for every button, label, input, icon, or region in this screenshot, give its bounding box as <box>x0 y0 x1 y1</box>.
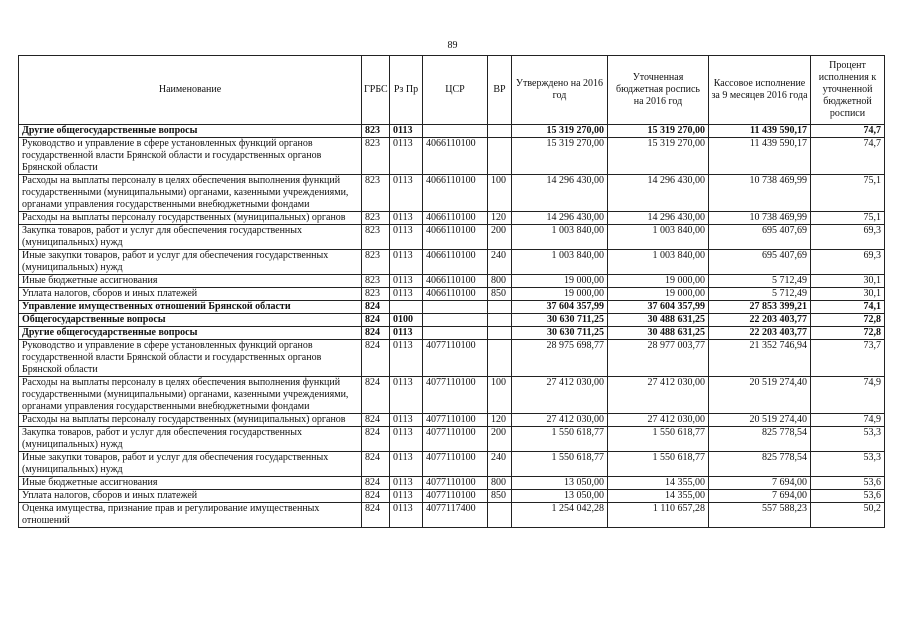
cell-executed: 695 407,69 <box>709 250 811 275</box>
cell-executed: 11 439 590,17 <box>709 125 811 138</box>
header-rzpr: Рз Пр <box>390 56 423 125</box>
header-vr: ВР <box>488 56 512 125</box>
cell-percent: 74,9 <box>811 414 885 427</box>
table-row <box>19 503 885 528</box>
cell-csr <box>423 301 488 314</box>
cell-refined: 1 550 618,77 <box>608 427 709 452</box>
cell-grbs: 824 <box>362 503 390 528</box>
cell-percent: 75,1 <box>811 212 885 225</box>
cell-refined: 1 110 657,28 <box>608 503 709 528</box>
table-row <box>19 301 885 314</box>
table-row <box>19 138 885 175</box>
cell-percent: 75,1 <box>811 175 885 212</box>
table-header-row <box>19 56 885 125</box>
cell-approved: 15 319 270,00 <box>512 125 608 138</box>
cell-refined: 1 003 840,00 <box>608 225 709 250</box>
cell-csr: 4066110100 <box>423 138 488 175</box>
table-row <box>19 477 885 490</box>
table-row <box>19 275 885 288</box>
cell-executed: 825 778,54 <box>709 427 811 452</box>
cell-rzpr <box>390 301 423 314</box>
cell-name: Закупка товаров, работ и услуг для обеспечения государственных (муниципальных) нужд <box>19 225 362 250</box>
cell-refined: 14 296 430,00 <box>608 212 709 225</box>
cell-name: Другие общегосударственные вопросы <box>19 125 362 138</box>
cell-grbs: 823 <box>362 225 390 250</box>
cell-rzpr: 0113 <box>390 125 423 138</box>
cell-vr: 120 <box>488 414 512 427</box>
cell-approved: 19 000,00 <box>512 275 608 288</box>
cell-rzpr: 0113 <box>390 175 423 212</box>
cell-executed: 7 694,00 <box>709 490 811 503</box>
cell-csr: 4077110100 <box>423 377 488 414</box>
cell-name: Расходы на выплаты персоналу государственных (муниципальных) органов <box>19 212 362 225</box>
cell-grbs: 824 <box>362 314 390 327</box>
cell-percent: 53,3 <box>811 452 885 477</box>
cell-csr: 4077110100 <box>423 340 488 377</box>
table-row <box>19 377 885 414</box>
cell-csr <box>423 327 488 340</box>
cell-approved: 13 050,00 <box>512 490 608 503</box>
cell-grbs: 823 <box>362 212 390 225</box>
cell-executed: 557 588,23 <box>709 503 811 528</box>
cell-rzpr: 0113 <box>390 327 423 340</box>
cell-refined: 19 000,00 <box>608 288 709 301</box>
cell-name: Другие общегосударственные вопросы <box>19 327 362 340</box>
cell-csr: 4077110100 <box>423 414 488 427</box>
table-row <box>19 175 885 212</box>
table-body <box>19 125 885 528</box>
cell-name: Иные закупки товаров, работ и услуг для обеспечения государственных (муниципальных) нужд <box>19 452 362 477</box>
cell-percent: 72,8 <box>811 327 885 340</box>
cell-refined: 37 604 357,99 <box>608 301 709 314</box>
cell-percent: 74,7 <box>811 125 885 138</box>
cell-percent: 30,1 <box>811 288 885 301</box>
cell-percent: 53,3 <box>811 427 885 452</box>
cell-percent: 74,1 <box>811 301 885 314</box>
cell-vr: 100 <box>488 377 512 414</box>
cell-percent: 69,3 <box>811 225 885 250</box>
table-row <box>19 225 885 250</box>
cell-grbs: 824 <box>362 490 390 503</box>
cell-csr: 4066110100 <box>423 225 488 250</box>
cell-grbs: 824 <box>362 301 390 314</box>
cell-grbs: 824 <box>362 477 390 490</box>
cell-approved: 30 630 711,25 <box>512 314 608 327</box>
cell-rzpr: 0113 <box>390 477 423 490</box>
cell-grbs: 824 <box>362 377 390 414</box>
cell-rzpr: 0113 <box>390 503 423 528</box>
cell-refined: 14 355,00 <box>608 477 709 490</box>
cell-executed: 22 203 403,77 <box>709 314 811 327</box>
budget-table <box>18 55 885 528</box>
table-row <box>19 125 885 138</box>
cell-name: Закупка товаров, работ и услуг для обеспечения государственных (муниципальных) нужд <box>19 427 362 452</box>
cell-csr: 4077110100 <box>423 427 488 452</box>
cell-percent: 69,3 <box>811 250 885 275</box>
cell-rzpr: 0113 <box>390 275 423 288</box>
cell-approved: 1 254 042,28 <box>512 503 608 528</box>
header-name: Наименование <box>19 56 362 125</box>
cell-vr <box>488 138 512 175</box>
cell-rzpr: 0113 <box>390 138 423 175</box>
cell-csr: 4077110100 <box>423 490 488 503</box>
cell-csr <box>423 314 488 327</box>
cell-vr <box>488 314 512 327</box>
cell-csr: 4066110100 <box>423 288 488 301</box>
cell-name: Расходы на выплаты персоналу государственных (муниципальных) органов <box>19 414 362 427</box>
cell-name: Управление имущественных отношений Брянской области <box>19 301 362 314</box>
cell-approved: 27 412 030,00 <box>512 377 608 414</box>
cell-grbs: 823 <box>362 138 390 175</box>
cell-csr: 4077117400 <box>423 503 488 528</box>
cell-vr <box>488 125 512 138</box>
cell-rzpr: 0113 <box>390 414 423 427</box>
cell-csr: 4066110100 <box>423 212 488 225</box>
cell-name: Уплата налогов, сборов и иных платежей <box>19 490 362 503</box>
cell-approved: 1 003 840,00 <box>512 250 608 275</box>
cell-executed: 11 439 590,17 <box>709 138 811 175</box>
cell-percent: 73,7 <box>811 340 885 377</box>
cell-csr: 4066110100 <box>423 275 488 288</box>
cell-vr <box>488 503 512 528</box>
cell-refined: 30 488 631,25 <box>608 314 709 327</box>
cell-vr: 850 <box>488 490 512 503</box>
cell-approved: 14 296 430,00 <box>512 212 608 225</box>
cell-executed: 21 352 746,94 <box>709 340 811 377</box>
cell-name: Иные бюджетные ассигнования <box>19 275 362 288</box>
cell-vr <box>488 301 512 314</box>
cell-executed: 20 519 274,40 <box>709 414 811 427</box>
table-row <box>19 327 885 340</box>
cell-percent: 53,6 <box>811 477 885 490</box>
cell-vr: 800 <box>488 275 512 288</box>
cell-grbs: 823 <box>362 125 390 138</box>
cell-executed: 10 738 469,99 <box>709 175 811 212</box>
header-percent: Процент исполнения к уточненной бюджетной росписи <box>811 56 885 125</box>
cell-percent: 74,9 <box>811 377 885 414</box>
cell-vr: 100 <box>488 175 512 212</box>
cell-vr <box>488 340 512 377</box>
cell-rzpr: 0113 <box>390 250 423 275</box>
cell-name: Оценка имущества, признание прав и регулирование имущественных отношений <box>19 503 362 528</box>
cell-grbs: 824 <box>362 340 390 377</box>
cell-csr: 4066110100 <box>423 175 488 212</box>
cell-executed: 22 203 403,77 <box>709 327 811 340</box>
cell-refined: 27 412 030,00 <box>608 414 709 427</box>
cell-percent: 53,6 <box>811 490 885 503</box>
cell-grbs: 824 <box>362 427 390 452</box>
cell-name: Уплата налогов, сборов и иных платежей <box>19 288 362 301</box>
cell-grbs: 823 <box>362 275 390 288</box>
cell-executed: 7 694,00 <box>709 477 811 490</box>
cell-approved: 27 412 030,00 <box>512 414 608 427</box>
cell-vr: 200 <box>488 225 512 250</box>
cell-percent: 74,7 <box>811 138 885 175</box>
table-row <box>19 314 885 327</box>
cell-csr: 4077110100 <box>423 452 488 477</box>
cell-grbs: 823 <box>362 250 390 275</box>
table-row <box>19 250 885 275</box>
header-executed: Кассовое исполнение за 9 месяцев 2016 года <box>709 56 811 125</box>
table-row <box>19 212 885 225</box>
cell-vr: 240 <box>488 452 512 477</box>
cell-rzpr: 0113 <box>390 340 423 377</box>
cell-grbs: 824 <box>362 414 390 427</box>
cell-approved: 14 296 430,00 <box>512 175 608 212</box>
header-grbs: ГРБС <box>362 56 390 125</box>
cell-name: Руководство и управление в сфере установленных функций органов государственной власти Брянской области и государственных органов Брянской области <box>19 138 362 175</box>
cell-name: Расходы на выплаты персоналу в целях обеспечения выполнения функций государственными (муниципальными) органами, казенными учреждениями, органами управления государственными внебюджетными фондами <box>19 175 362 212</box>
cell-refined: 14 296 430,00 <box>608 175 709 212</box>
cell-csr: 4077110100 <box>423 477 488 490</box>
cell-percent: 72,8 <box>811 314 885 327</box>
cell-rzpr: 0113 <box>390 212 423 225</box>
cell-executed: 5 712,49 <box>709 288 811 301</box>
cell-rzpr: 0100 <box>390 314 423 327</box>
cell-executed: 10 738 469,99 <box>709 212 811 225</box>
cell-approved: 1 550 618,77 <box>512 452 608 477</box>
header-csr: ЦСР <box>423 56 488 125</box>
cell-vr: 800 <box>488 477 512 490</box>
cell-refined: 1 003 840,00 <box>608 250 709 275</box>
cell-rzpr: 0113 <box>390 225 423 250</box>
cell-executed: 695 407,69 <box>709 225 811 250</box>
cell-approved: 30 630 711,25 <box>512 327 608 340</box>
cell-refined: 15 319 270,00 <box>608 125 709 138</box>
cell-executed: 825 778,54 <box>709 452 811 477</box>
cell-name: Иные бюджетные ассигнования <box>19 477 362 490</box>
cell-approved: 1 003 840,00 <box>512 225 608 250</box>
page-number: 89 <box>447 40 458 51</box>
header-refined: Уточненная бюджетная роспись на 2016 год <box>608 56 709 125</box>
table-row <box>19 452 885 477</box>
cell-refined: 30 488 631,25 <box>608 327 709 340</box>
cell-vr: 200 <box>488 427 512 452</box>
cell-approved: 19 000,00 <box>512 288 608 301</box>
cell-rzpr: 0113 <box>390 377 423 414</box>
cell-rzpr: 0113 <box>390 452 423 477</box>
cell-csr: 4066110100 <box>423 250 488 275</box>
cell-name: Иные закупки товаров, работ и услуг для обеспечения государственных (муниципальных) нужд <box>19 250 362 275</box>
cell-rzpr: 0113 <box>390 427 423 452</box>
cell-grbs: 823 <box>362 288 390 301</box>
cell-approved: 1 550 618,77 <box>512 427 608 452</box>
cell-vr: 120 <box>488 212 512 225</box>
table-row <box>19 490 885 503</box>
cell-rzpr: 0113 <box>390 288 423 301</box>
cell-approved: 15 319 270,00 <box>512 138 608 175</box>
table-row <box>19 414 885 427</box>
cell-vr <box>488 327 512 340</box>
cell-name: Руководство и управление в сфере установленных функций органов государственной власти Брянской области и государственных органов Брянской области <box>19 340 362 377</box>
cell-vr: 850 <box>488 288 512 301</box>
table-row <box>19 427 885 452</box>
cell-approved: 37 604 357,99 <box>512 301 608 314</box>
cell-refined: 19 000,00 <box>608 275 709 288</box>
cell-rzpr: 0113 <box>390 490 423 503</box>
cell-grbs: 823 <box>362 175 390 212</box>
cell-percent: 30,1 <box>811 275 885 288</box>
cell-refined: 1 550 618,77 <box>608 452 709 477</box>
table-row <box>19 340 885 377</box>
table-row <box>19 288 885 301</box>
cell-executed: 27 853 399,21 <box>709 301 811 314</box>
cell-refined: 28 977 003,77 <box>608 340 709 377</box>
cell-refined: 15 319 270,00 <box>608 138 709 175</box>
cell-percent: 50,2 <box>811 503 885 528</box>
cell-csr <box>423 125 488 138</box>
header-approved: Утверждено на 2016 год <box>512 56 608 125</box>
cell-grbs: 824 <box>362 452 390 477</box>
cell-refined: 27 412 030,00 <box>608 377 709 414</box>
cell-grbs: 824 <box>362 327 390 340</box>
cell-vr: 240 <box>488 250 512 275</box>
cell-executed: 5 712,49 <box>709 275 811 288</box>
cell-executed: 20 519 274,40 <box>709 377 811 414</box>
cell-name: Расходы на выплаты персоналу в целях обеспечения выполнения функций государственными (муниципальными) органами, казенными учреждениями, органами управления государственными внебюджетными фондами <box>19 377 362 414</box>
cell-approved: 13 050,00 <box>512 477 608 490</box>
cell-name: Общегосударственные вопросы <box>19 314 362 327</box>
cell-approved: 28 975 698,77 <box>512 340 608 377</box>
cell-refined: 14 355,00 <box>608 490 709 503</box>
